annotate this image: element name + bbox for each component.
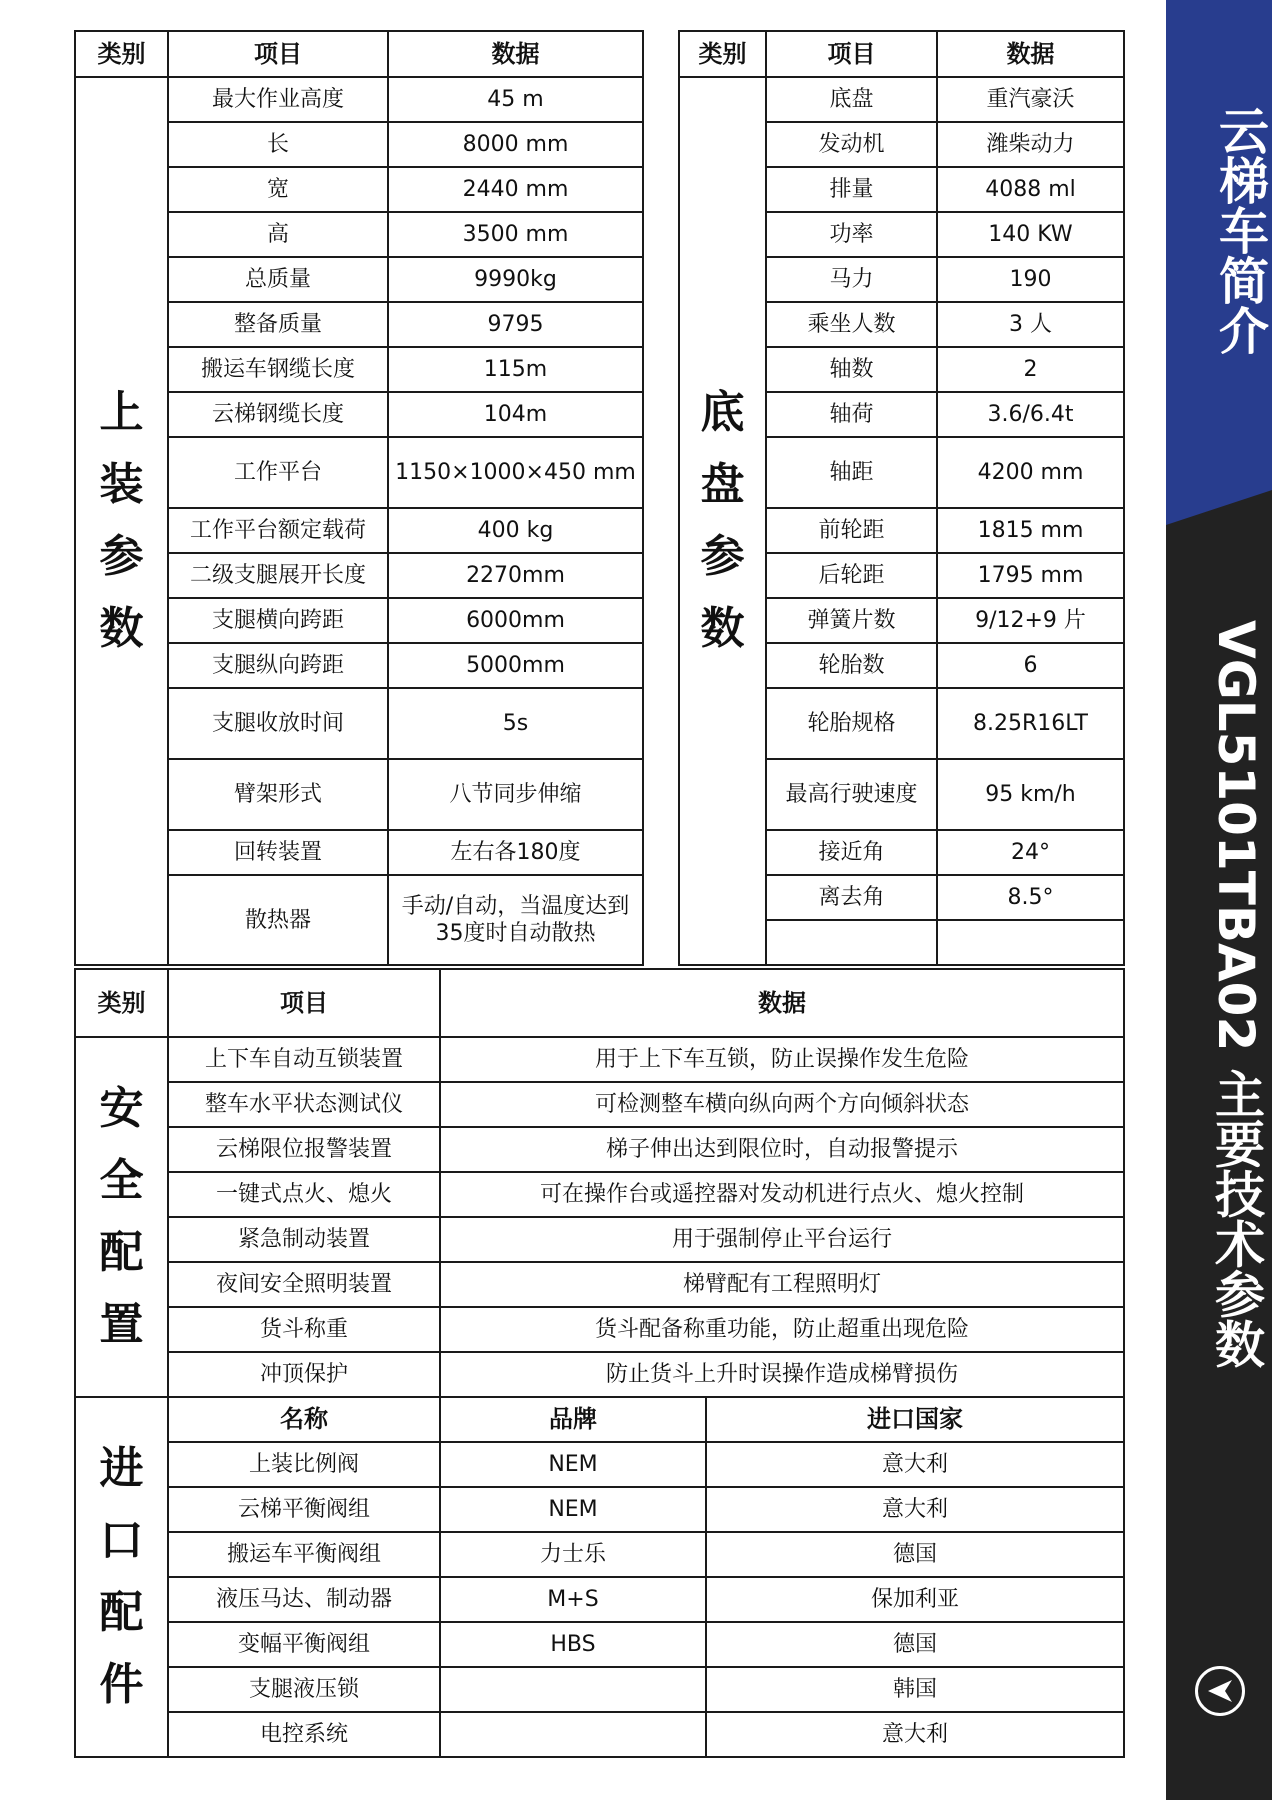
header-country: 进口国家 — [706, 1397, 1124, 1442]
safety-item-label: 货斗称重 — [168, 1307, 440, 1352]
back-nav-button[interactable] — [1195, 1666, 1245, 1716]
table-row — [75, 1262, 1124, 1307]
safety-item-value: 用于强制停止平台运行 — [440, 1217, 1124, 1262]
upper-item-label: 搬运车钢缆长度 — [168, 347, 388, 392]
chassis-item-value: 8.25R16LT — [937, 688, 1124, 759]
imported-part-name: 搬运车平衡阀组 — [168, 1532, 440, 1577]
chassis-item-value: 4088 ml — [937, 167, 1124, 212]
safety-item-value: 可在操作台或遥控器对发动机进行点火、熄火控制 — [440, 1172, 1124, 1217]
chassis-item-label: 底盘 — [766, 77, 937, 122]
chassis-item-label: 轮胎规格 — [766, 688, 937, 759]
imported-part-country: 德国 — [706, 1532, 1124, 1577]
imported-part-brand: HBS — [440, 1622, 706, 1667]
table-row — [75, 598, 1124, 643]
table-row — [75, 257, 1124, 302]
chassis-item-value: 9/12+9 片 — [937, 598, 1124, 643]
chassis-item-value: 24° — [937, 830, 1124, 875]
upper-item-label: 总质量 — [168, 257, 388, 302]
table-gap — [643, 31, 679, 965]
chassis-item-value: 8.5° — [937, 875, 1124, 920]
top-header-row — [75, 31, 1124, 77]
table-row — [75, 1532, 1124, 1577]
chassis-item-label: 马力 — [766, 257, 937, 302]
chassis-item-label: 发动机 — [766, 122, 937, 167]
upper-item-value: 5000mm — [388, 643, 643, 688]
upper-item-value: 6000mm — [388, 598, 643, 643]
safety-item-value: 梯子伸出达到限位时，自动报警提示 — [440, 1127, 1124, 1172]
upper-item-value: 115m — [388, 347, 643, 392]
safety-item-label: 云梯限位报警装置 — [168, 1127, 440, 1172]
chassis-item-value: 潍柴动力 — [937, 122, 1124, 167]
chassis-item-value: 3 人 — [937, 302, 1124, 347]
upper-item-label: 回转装置 — [168, 830, 388, 875]
imported-part-country: 意大利 — [706, 1712, 1124, 1757]
upper-item-label: 支腿收放时间 — [168, 688, 388, 759]
category-chassis: 底 盘 参 数 — [679, 77, 766, 965]
chassis-item-label: 轴数 — [766, 347, 937, 392]
header-data: 数据 — [388, 31, 643, 77]
imported-part-name: 云梯平衡阀组 — [168, 1487, 440, 1532]
chassis-item-label: 功率 — [766, 212, 937, 257]
table-row — [75, 347, 1124, 392]
upper-item-label: 云梯钢缆长度 — [168, 392, 388, 437]
chassis-item-label: 轴距 — [766, 437, 937, 508]
upper-item-value: 8000 mm — [388, 122, 643, 167]
header-data: 数据 — [937, 31, 1124, 77]
chassis-item-label: 接近角 — [766, 830, 937, 875]
sidebar-title: 云梯车简介 — [1211, 105, 1269, 355]
chassis-item-label: 弹簧片数 — [766, 598, 937, 643]
imported-part-name: 电控系统 — [168, 1712, 440, 1757]
category-safety: 安 全 配 置 — [75, 1037, 168, 1397]
imported-part-brand: NEM — [440, 1442, 706, 1487]
arrow-left-icon — [1206, 1677, 1234, 1705]
table-row — [75, 688, 1124, 759]
upper-item-value: 9990kg — [388, 257, 643, 302]
safety-item-label: 紧急制动装置 — [168, 1217, 440, 1262]
table-row — [75, 759, 1124, 830]
imported-part-name: 支腿液压锁 — [168, 1667, 440, 1712]
imported-part-name: 上装比例阀 — [168, 1442, 440, 1487]
chassis-item-label: 后轮距 — [766, 553, 937, 598]
header-category: 类别 — [679, 31, 766, 77]
sidebar-model-heading: VGL5101TBA02 主要技术参数 — [1207, 620, 1265, 1369]
safety-item-label: 整车水平状态测试仪 — [168, 1082, 440, 1127]
safety-item-value: 防止货斗上升时误操作造成梯臂损伤 — [440, 1352, 1124, 1397]
upper-item-label: 臂架形式 — [168, 759, 388, 830]
upper-item-label: 长 — [168, 122, 388, 167]
table-row — [75, 1127, 1124, 1172]
chassis-item-value: 6 — [937, 643, 1124, 688]
upper-item-label: 最大作业高度 — [168, 77, 388, 122]
table-row — [75, 1172, 1124, 1217]
header-brand: 品牌 — [440, 1397, 706, 1442]
safety-item-label: 冲顶保护 — [168, 1352, 440, 1397]
chassis-item-label: 最高行驶速度 — [766, 759, 937, 830]
chassis-item-value: 4200 mm — [937, 437, 1124, 508]
header-name: 名称 — [168, 1397, 440, 1442]
upper-item-value: 手动/自动，当温度达到35度时自动散热 — [388, 875, 643, 965]
upper-item-label: 工作平台 — [168, 437, 388, 508]
imported-part-name: 变幅平衡阀组 — [168, 1622, 440, 1667]
safety-item-value: 用于上下车互锁，防止误操作发生危险 — [440, 1037, 1124, 1082]
upper-item-label: 散热器 — [168, 875, 388, 965]
chassis-item-value: 重汽豪沃 — [937, 77, 1124, 122]
chassis-item-value: 1815 mm — [937, 508, 1124, 553]
table-row — [75, 830, 1124, 875]
chassis-item-value — [937, 920, 1124, 965]
upper-chassis-table — [74, 30, 1125, 966]
imported-part-country: 韩国 — [706, 1667, 1124, 1712]
header-item: 项目 — [168, 31, 388, 77]
upper-item-value: 2440 mm — [388, 167, 643, 212]
chassis-item-label: 轮胎数 — [766, 643, 937, 688]
table-row — [75, 1217, 1124, 1262]
chassis-item-label: 轴荷 — [766, 392, 937, 437]
table-row — [75, 77, 1124, 122]
upper-item-value: 9795 — [388, 302, 643, 347]
safety-item-value: 可检测整车横向纵向两个方向倾斜状态 — [440, 1082, 1124, 1127]
upper-item-value: 1150×1000×450 mm — [388, 437, 643, 508]
chassis-item-value: 1795 mm — [937, 553, 1124, 598]
upper-item-label: 支腿纵向跨距 — [168, 643, 388, 688]
table-row — [75, 1352, 1124, 1397]
table-row — [75, 212, 1124, 257]
chassis-item-label: 乘坐人数 — [766, 302, 937, 347]
upper-item-label: 整备质量 — [168, 302, 388, 347]
table-row — [75, 508, 1124, 553]
table-row — [75, 553, 1124, 598]
table-row — [75, 1622, 1124, 1667]
table-row — [75, 643, 1124, 688]
chassis-item-value: 95 km/h — [937, 759, 1124, 830]
upper-item-value: 104m — [388, 392, 643, 437]
safety-item-label: 上下车自动互锁装置 — [168, 1037, 440, 1082]
upper-item-value: 3500 mm — [388, 212, 643, 257]
imported-part-brand: M+S — [440, 1577, 706, 1622]
header-category: 类别 — [75, 969, 168, 1037]
upper-item-label: 支腿横向跨距 — [168, 598, 388, 643]
safety-item-label: 一键式点火、熄火 — [168, 1172, 440, 1217]
imported-part-country: 意大利 — [706, 1442, 1124, 1487]
upper-item-value: 400 kg — [388, 508, 643, 553]
table-row — [75, 1487, 1124, 1532]
upper-item-value: 2270mm — [388, 553, 643, 598]
chassis-item-value: 3.6/6.4t — [937, 392, 1124, 437]
table-row — [75, 1082, 1124, 1127]
chassis-item-label: 离去角 — [766, 875, 937, 920]
imported-part-brand: NEM — [440, 1487, 706, 1532]
upper-item-value: 5s — [388, 688, 643, 759]
table-row — [75, 167, 1124, 212]
header-item: 项目 — [766, 31, 937, 77]
header-data: 数据 — [440, 969, 1124, 1037]
category-imported: 进 口 配 件 — [75, 1397, 168, 1757]
safety-item-label: 夜间安全照明装置 — [168, 1262, 440, 1307]
upper-item-label: 二级支腿展开长度 — [168, 553, 388, 598]
table-row — [75, 1037, 1124, 1082]
table-row — [75, 302, 1124, 347]
table-row — [75, 1667, 1124, 1712]
chassis-item-value: 140 KW — [937, 212, 1124, 257]
upper-item-label: 工作平台额定载荷 — [168, 508, 388, 553]
upper-item-value: 八节同步伸缩 — [388, 759, 643, 830]
upper-item-label: 宽 — [168, 167, 388, 212]
table-row — [75, 392, 1124, 437]
table-row — [75, 1442, 1124, 1487]
table-row — [75, 122, 1124, 167]
chassis-item-value: 190 — [937, 257, 1124, 302]
imported-part-name: 液压马达、制动器 — [168, 1577, 440, 1622]
table-row — [75, 875, 1124, 920]
chassis-item-label: 前轮距 — [766, 508, 937, 553]
table-row — [75, 1307, 1124, 1352]
safety-imported-table — [74, 968, 1125, 1758]
chassis-item-label: 排量 — [766, 167, 937, 212]
category-upper: 上 装 参 数 — [75, 77, 168, 965]
safety-item-value: 货斗配备称重功能，防止超重出现危险 — [440, 1307, 1124, 1352]
header-category: 类别 — [75, 31, 168, 77]
imported-part-country: 保加利亚 — [706, 1577, 1124, 1622]
header-item: 项目 — [168, 969, 440, 1037]
chassis-item-value: 2 — [937, 347, 1124, 392]
safety-item-value: 梯臂配有工程照明灯 — [440, 1262, 1124, 1307]
imported-header-row — [75, 1397, 1124, 1442]
imported-part-brand: 力士乐 — [440, 1532, 706, 1577]
table-row — [75, 1712, 1124, 1757]
bottom-header-row — [75, 969, 1124, 1037]
upper-item-value: 左右各180度 — [388, 830, 643, 875]
imported-part-country: 意大利 — [706, 1487, 1124, 1532]
table-row — [75, 437, 1124, 508]
table-row — [75, 1577, 1124, 1622]
chassis-item-label — [766, 920, 937, 965]
imported-part-brand — [440, 1667, 706, 1712]
upper-item-label: 高 — [168, 212, 388, 257]
imported-part-country: 德国 — [706, 1622, 1124, 1667]
upper-item-value: 45 m — [388, 77, 643, 122]
imported-part-brand — [440, 1712, 706, 1757]
